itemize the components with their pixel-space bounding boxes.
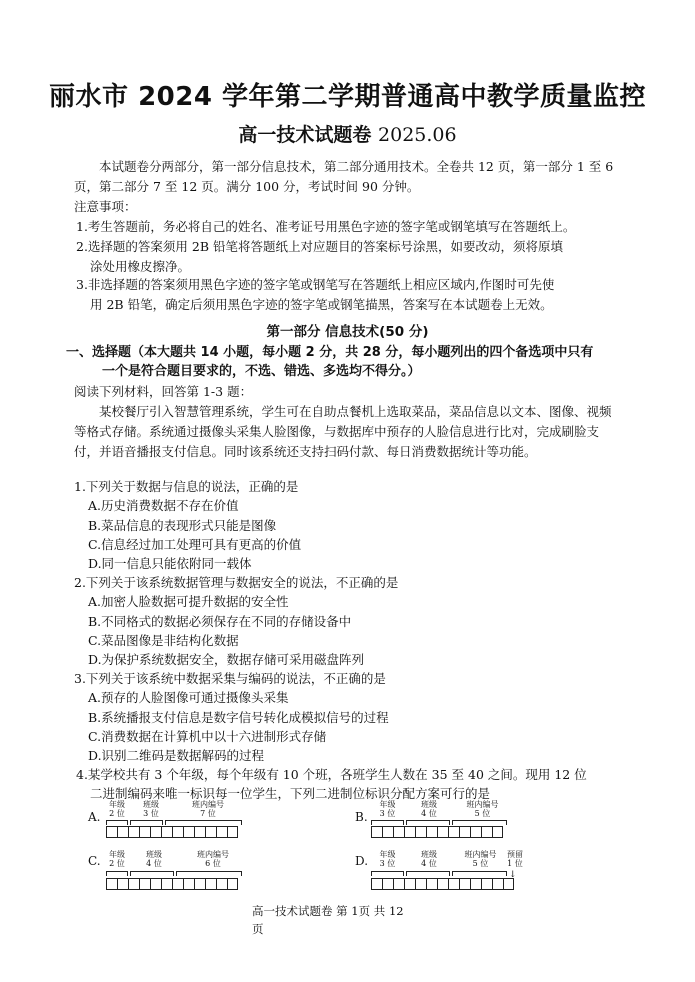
question-2: [74, 573, 398, 669]
q4-option-c: [88, 850, 338, 892]
material-paragraph: 某校餐厅引入智慧管理系统，学生可在自助点餐机上选取菜品，菜品信息以文本、图像、视频等格式存储。系统通过摄像头采集人脸图像，与数据库中预存的人脸信息进行比对，完成刷脸支付，并语音播报支付信息。同时该系统还支持扫码付款、每日消费数据统计等功能。: [74, 404, 612, 459]
option-a: A.预存的人脸图像可通过摄像头采集: [88, 690, 289, 706]
field-brace: [406, 820, 450, 825]
field-caption: 班内编号 6 位: [197, 850, 229, 868]
field-caption: 班内编号 5 位: [464, 850, 497, 868]
field-brace: [371, 871, 404, 876]
option-label: B.: [355, 810, 368, 824]
field-caption: 预留 1 位: [507, 850, 523, 868]
field-brace: [406, 871, 450, 876]
question-stem-cont: 二进制编码来唯一标识每一位学生，下列二进制位标识分配方案可行的是: [90, 786, 491, 802]
field-brace: [452, 820, 507, 825]
question-stem: 3.下列关于该系统中数据采集与编码的说法，不正确的是: [74, 671, 386, 686]
field-brace: [165, 820, 242, 825]
bit-cells: [371, 878, 514, 890]
question-1: [74, 477, 301, 573]
footer-line-2: 页: [252, 922, 264, 936]
field-brace: [106, 820, 128, 825]
field-caption: 年级 2 位: [109, 850, 125, 868]
field-brace: [371, 820, 404, 825]
option-b: B.系统播报支付信息是数字信号转化成模拟信号的过程: [88, 709, 389, 725]
option-c: C.菜品图像是非结构化数据: [88, 632, 239, 648]
field-brace: [176, 871, 242, 876]
field-caption: 年级 2 位: [109, 800, 125, 818]
field-brace: [130, 820, 163, 825]
exam-subtitle: [0, 120, 695, 147]
subtitle-text: 高一技术试题卷: [238, 124, 372, 146]
material-intro: 阅读下列材料，回答第 1-3 题：: [74, 384, 253, 399]
notice-2: 2.选择题的答案须用 2B 铅笔将答题纸上对应题目的答案标号涂黑，如要改动，须将原填: [76, 239, 564, 254]
option-c: C.信息经过加工处理可具有更高的价值: [88, 536, 302, 552]
option-a: A.历史消费数据不存在价值: [88, 498, 239, 514]
selection-line-1: 一、选择题（本大题共 14 小题，每小题 2 分，共 28 分，每小题列出的四个备选项中只有: [66, 345, 594, 360]
bit-cells: [371, 826, 503, 838]
field-caption: 班级 3 位: [143, 800, 159, 818]
field-caption: 班级 4 位: [421, 850, 437, 868]
bit-cells: [106, 878, 238, 890]
page-footer: [252, 902, 404, 938]
field-caption: 年级 3 位: [379, 850, 396, 868]
section-title: 第一部分 信息技术(50 分): [266, 324, 429, 340]
notice-2-cont: 涂处用橡皮擦净。: [90, 259, 191, 274]
q4-option-a: [88, 800, 338, 840]
exam-date: 2025.06: [378, 124, 457, 146]
option-label: C.: [88, 854, 101, 868]
question-stem: 2.下列关于该系统数据管理与数据安全的说法，不正确的是: [74, 575, 399, 590]
footer-line-1: 高一技术试题卷 第 1页 共 12: [252, 904, 404, 918]
option-b: B.菜品信息的表现形式只能是图像: [88, 517, 277, 533]
field-caption: 班级 4 位: [146, 850, 162, 868]
question-4: [76, 765, 587, 804]
arrow-down-icon: ↓: [509, 870, 517, 880]
option-label: A.: [88, 810, 101, 824]
q4-option-d: [355, 850, 605, 892]
option-d: D.同一信息只能依附同一载体: [88, 556, 252, 572]
option-d: D.识别二维码是数据解码的过程: [88, 748, 265, 764]
field-brace: [106, 871, 128, 876]
option-a: A.加密人脸数据可提升数据的安全性: [88, 594, 289, 610]
q4-option-b: [355, 800, 605, 840]
bit-cells: [106, 826, 238, 838]
notice-3-cont: 用 2B 铅笔，确定后须用黑色字迹的签字笔或钢笔描黑，答案写在本试题卷上无效。: [90, 297, 553, 312]
question-stem: 4.某学校共有 3 个年级，每个年级有 10 个班，各班学生人数在 35 至 40 之间。现用 12 位: [76, 767, 587, 782]
field-brace: [130, 871, 174, 876]
option-label: D.: [355, 854, 369, 868]
field-caption: 年级 3 位: [379, 800, 396, 818]
field-caption: 班级 4 位: [421, 800, 437, 818]
option-c: C.消费数据在计算机中以十六进制形式存储: [88, 728, 327, 744]
selection-line-2: 一个是符合题目要求的，不选、错选、多选均不得分。）: [102, 364, 421, 379]
notice-3: 3.非选择题的答案须用黑色字迹的签字笔或钢笔写在答题纸上相应区域内,作图时可先使: [76, 277, 555, 292]
exam-title: 丽水市 2024 学年第二学期普通高中教学质量监控: [49, 82, 646, 112]
field-caption: 班内编号 5 位: [466, 800, 499, 818]
option-b: B.不同格式的数据必须保存在不同的存储设备中: [88, 613, 352, 629]
notice-heading: 注意事项：: [74, 199, 137, 214]
question-stem: 1.下列关于数据与信息的说法，正确的是: [74, 479, 299, 494]
field-brace: [452, 871, 507, 876]
option-d: D.为保护系统数据安全，数据存储可采用磁盘阵列: [88, 652, 365, 668]
question-3: [74, 669, 389, 765]
field-caption: 班内编号 7 位: [192, 800, 224, 818]
selection-instruction: [66, 343, 626, 381]
intro-paragraph: 本试题卷分两部分，第一部分信息技术，第二部分通用技术。全卷共 12 页，第一部分 1 至 6 页，第二部分 7 至 12 页。满分 100 分，考试时间 90 分钟。: [74, 159, 614, 194]
notice-1: 1.考生答题前，务必将自己的姓名、准考证号用黑色字迹的签字笔或钢笔填写在答题纸上。: [76, 219, 576, 234]
